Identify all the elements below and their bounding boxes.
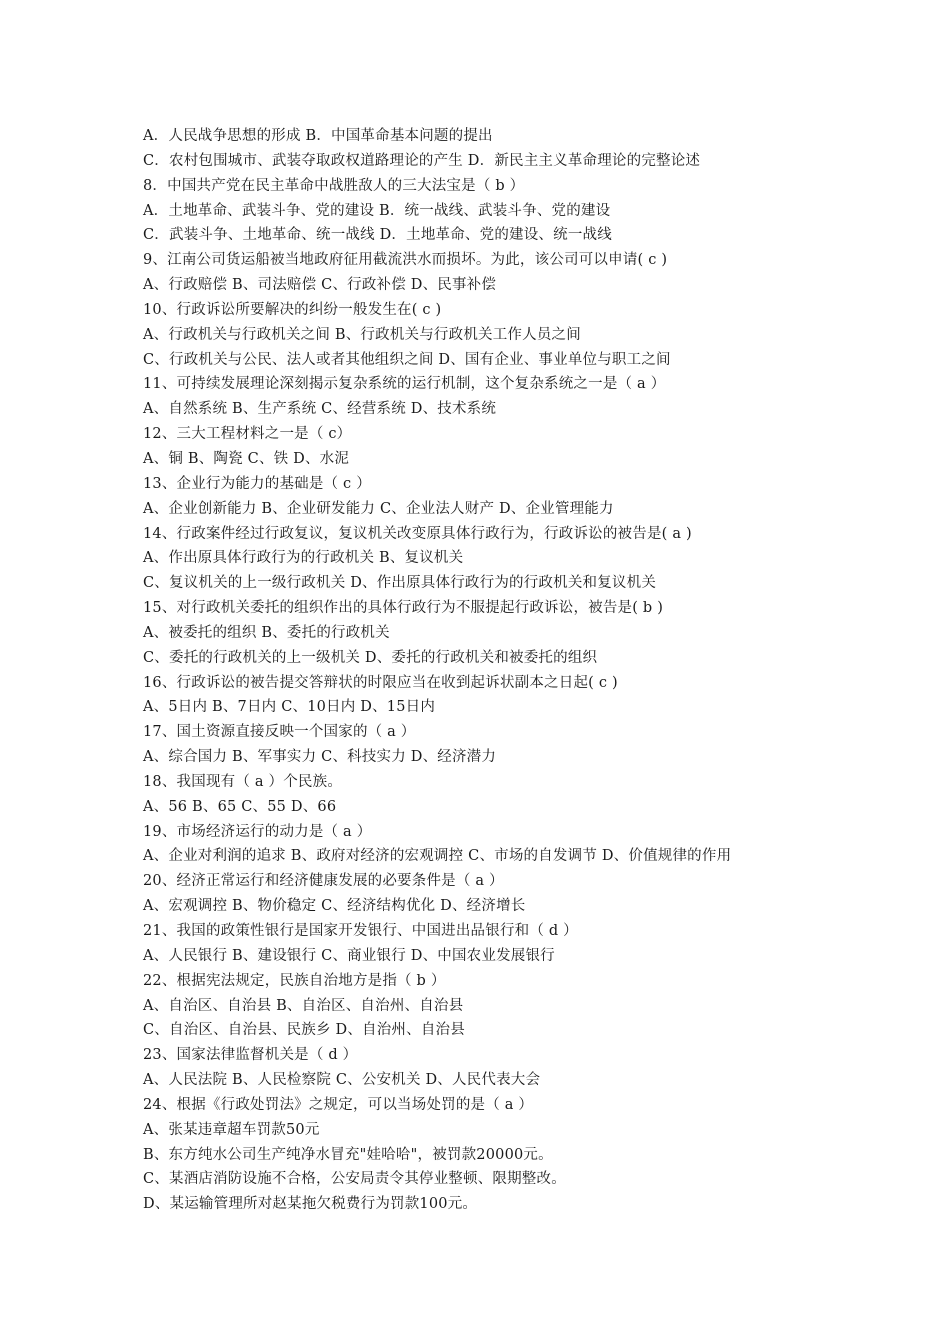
document-body — [143, 124, 933, 1217]
option-line: A、行政赔偿 B、司法赔偿 C、行政补偿 D、民事补偿 — [143, 277, 497, 294]
question-line: 20、经济正常运行和经济健康发展的必要条件是（ a ） — [143, 873, 504, 890]
option-line: A、人民银行 B、建设银行 C、商业银行 D、中国农业发展银行 — [143, 947, 555, 964]
option-line: A、人民法院 B、人民检察院 C、公安机关 D、人民代表大会 — [143, 1072, 541, 1089]
question-line: 14、行政案件经过行政复议，复议机关改变原具体行政行为，行政诉讼的被告是( a ) — [143, 525, 692, 542]
option-line: A、56 B、65 C、55 D、66 — [143, 798, 337, 815]
question-line: 19、市场经济运行的动力是（ a ） — [143, 823, 372, 840]
option-line: A、被委托的组织 B、委托的行政机关 — [143, 624, 390, 641]
option-line: A、企业创新能力 B、企业研发能力 C、企业法人财产 D、企业管理能力 — [143, 500, 614, 517]
question-line: 22、根据宪法规定，民族自治地方是指（ b ） — [143, 972, 446, 989]
text-line: C．农村包围城市、武装夺取政权道路理论的产生 D．新民主主义革命理论的完整论述 — [143, 152, 701, 169]
option-line: C、行政机关与公民、法人或者其他组织之间 D、国有企业、事业单位与职工之间 — [143, 351, 671, 368]
option-line: A、5日内 B、7日内 C、10日内 D、15日内 — [143, 699, 436, 716]
option-line: A、行政机关与行政机关之间 B、行政机关与行政机关工作人员之间 — [143, 326, 581, 343]
question-line: 15、对行政机关委托的组织作出的具体行政行为不服提起行政诉讼，被告是( b ) — [143, 600, 664, 617]
option-line: A、企业对利润的追求 B、政府对经济的宏观调控 C、市场的自发调节 D、价值规律的作用 — [143, 848, 732, 865]
option-line: A、综合国力 B、军事实力 C、科技实力 D、经济潜力 — [143, 749, 497, 766]
question-line: 16、行政诉讼的被告提交答辩状的时限应当在收到起诉状副本之日起( c ) — [143, 674, 618, 691]
option-line: A、宏观调控 B、物价稳定 C、经济结构优化 D、经济增长 — [143, 898, 526, 915]
question-line: 11、可持续发展理论深刻揭示复杂系统的运行机制，这个复杂系统之一是（ a ） — [143, 376, 666, 393]
question-line: 10、行政诉讼所要解决的纠纷一般发生在( c ) — [143, 301, 442, 318]
option-line: C、某酒店消防设施不合格，公安局责令其停业整顿、限期整改。 — [143, 1171, 566, 1188]
question-line: 13、企业行为能力的基础是（ c ） — [143, 475, 371, 492]
option-line: C、自治区、自治县、民族乡 D、自治州、自治县 — [143, 1022, 465, 1039]
option-line: A、作出原具体行政行为的行政机关 B、复议机关 — [143, 550, 464, 567]
question-line: 24、根据《行政处罚法》之规定，可以当场处罚的是（ a ） — [143, 1096, 534, 1113]
option-line: C．武装斗争、土地革命、统一战线 D．土地革命、党的建设、统一战线 — [143, 227, 612, 244]
question-line: 9、江南公司货运船被当地政府征用截流洪水而损坏。为此，该公司可以申请( c ) — [143, 252, 668, 269]
option-line: A、自然系统 B、生产系统 C、经营系统 D、技术系统 — [143, 401, 497, 418]
option-line: A、铜 B、陶瓷 C、铁 D、水泥 — [143, 450, 350, 467]
question-line: 18、我国现有（ a ）个民族。 — [143, 773, 343, 790]
option-line: B、东方纯水公司生产纯净水冒充"娃哈哈"，被罚款20000元。 — [143, 1146, 553, 1163]
option-line: D、某运输管理所对赵某拖欠税费行为罚款100元。 — [143, 1196, 478, 1213]
question-line: 8．中国共产党在民主革命中战胜敌人的三大法宝是（ b ） — [143, 177, 525, 194]
text-line: A．人民战争思想的形成 B．中国革命基本问题的提出 — [143, 128, 493, 144]
question-line: 12、三大工程材料之一是（ c） — [143, 426, 352, 443]
option-line: A、自治区、自治县 B、自治区、自治州、自治县 — [143, 997, 464, 1014]
question-line: 17、国土资源直接反映一个国家的（ a ） — [143, 724, 416, 741]
option-line: C、委托的行政机关的上一级机关 D、委托的行政机关和被委托的组织 — [143, 649, 598, 666]
option-line: C、复议机关的上一级行政机关 D、作出原具体行政行为的行政机关和复议机关 — [143, 575, 657, 592]
question-line: 21、我国的政策性银行是国家开发银行、中国进出品银行和（ d ） — [143, 923, 578, 939]
option-line: A、张某违章超车罚款50元 — [143, 1121, 320, 1138]
option-line: A．土地革命、武装斗争、党的建设 B．统一战线、武装斗争、党的建设 — [143, 202, 611, 219]
question-line: 23、国家法律监督机关是（ d ） — [143, 1047, 358, 1064]
